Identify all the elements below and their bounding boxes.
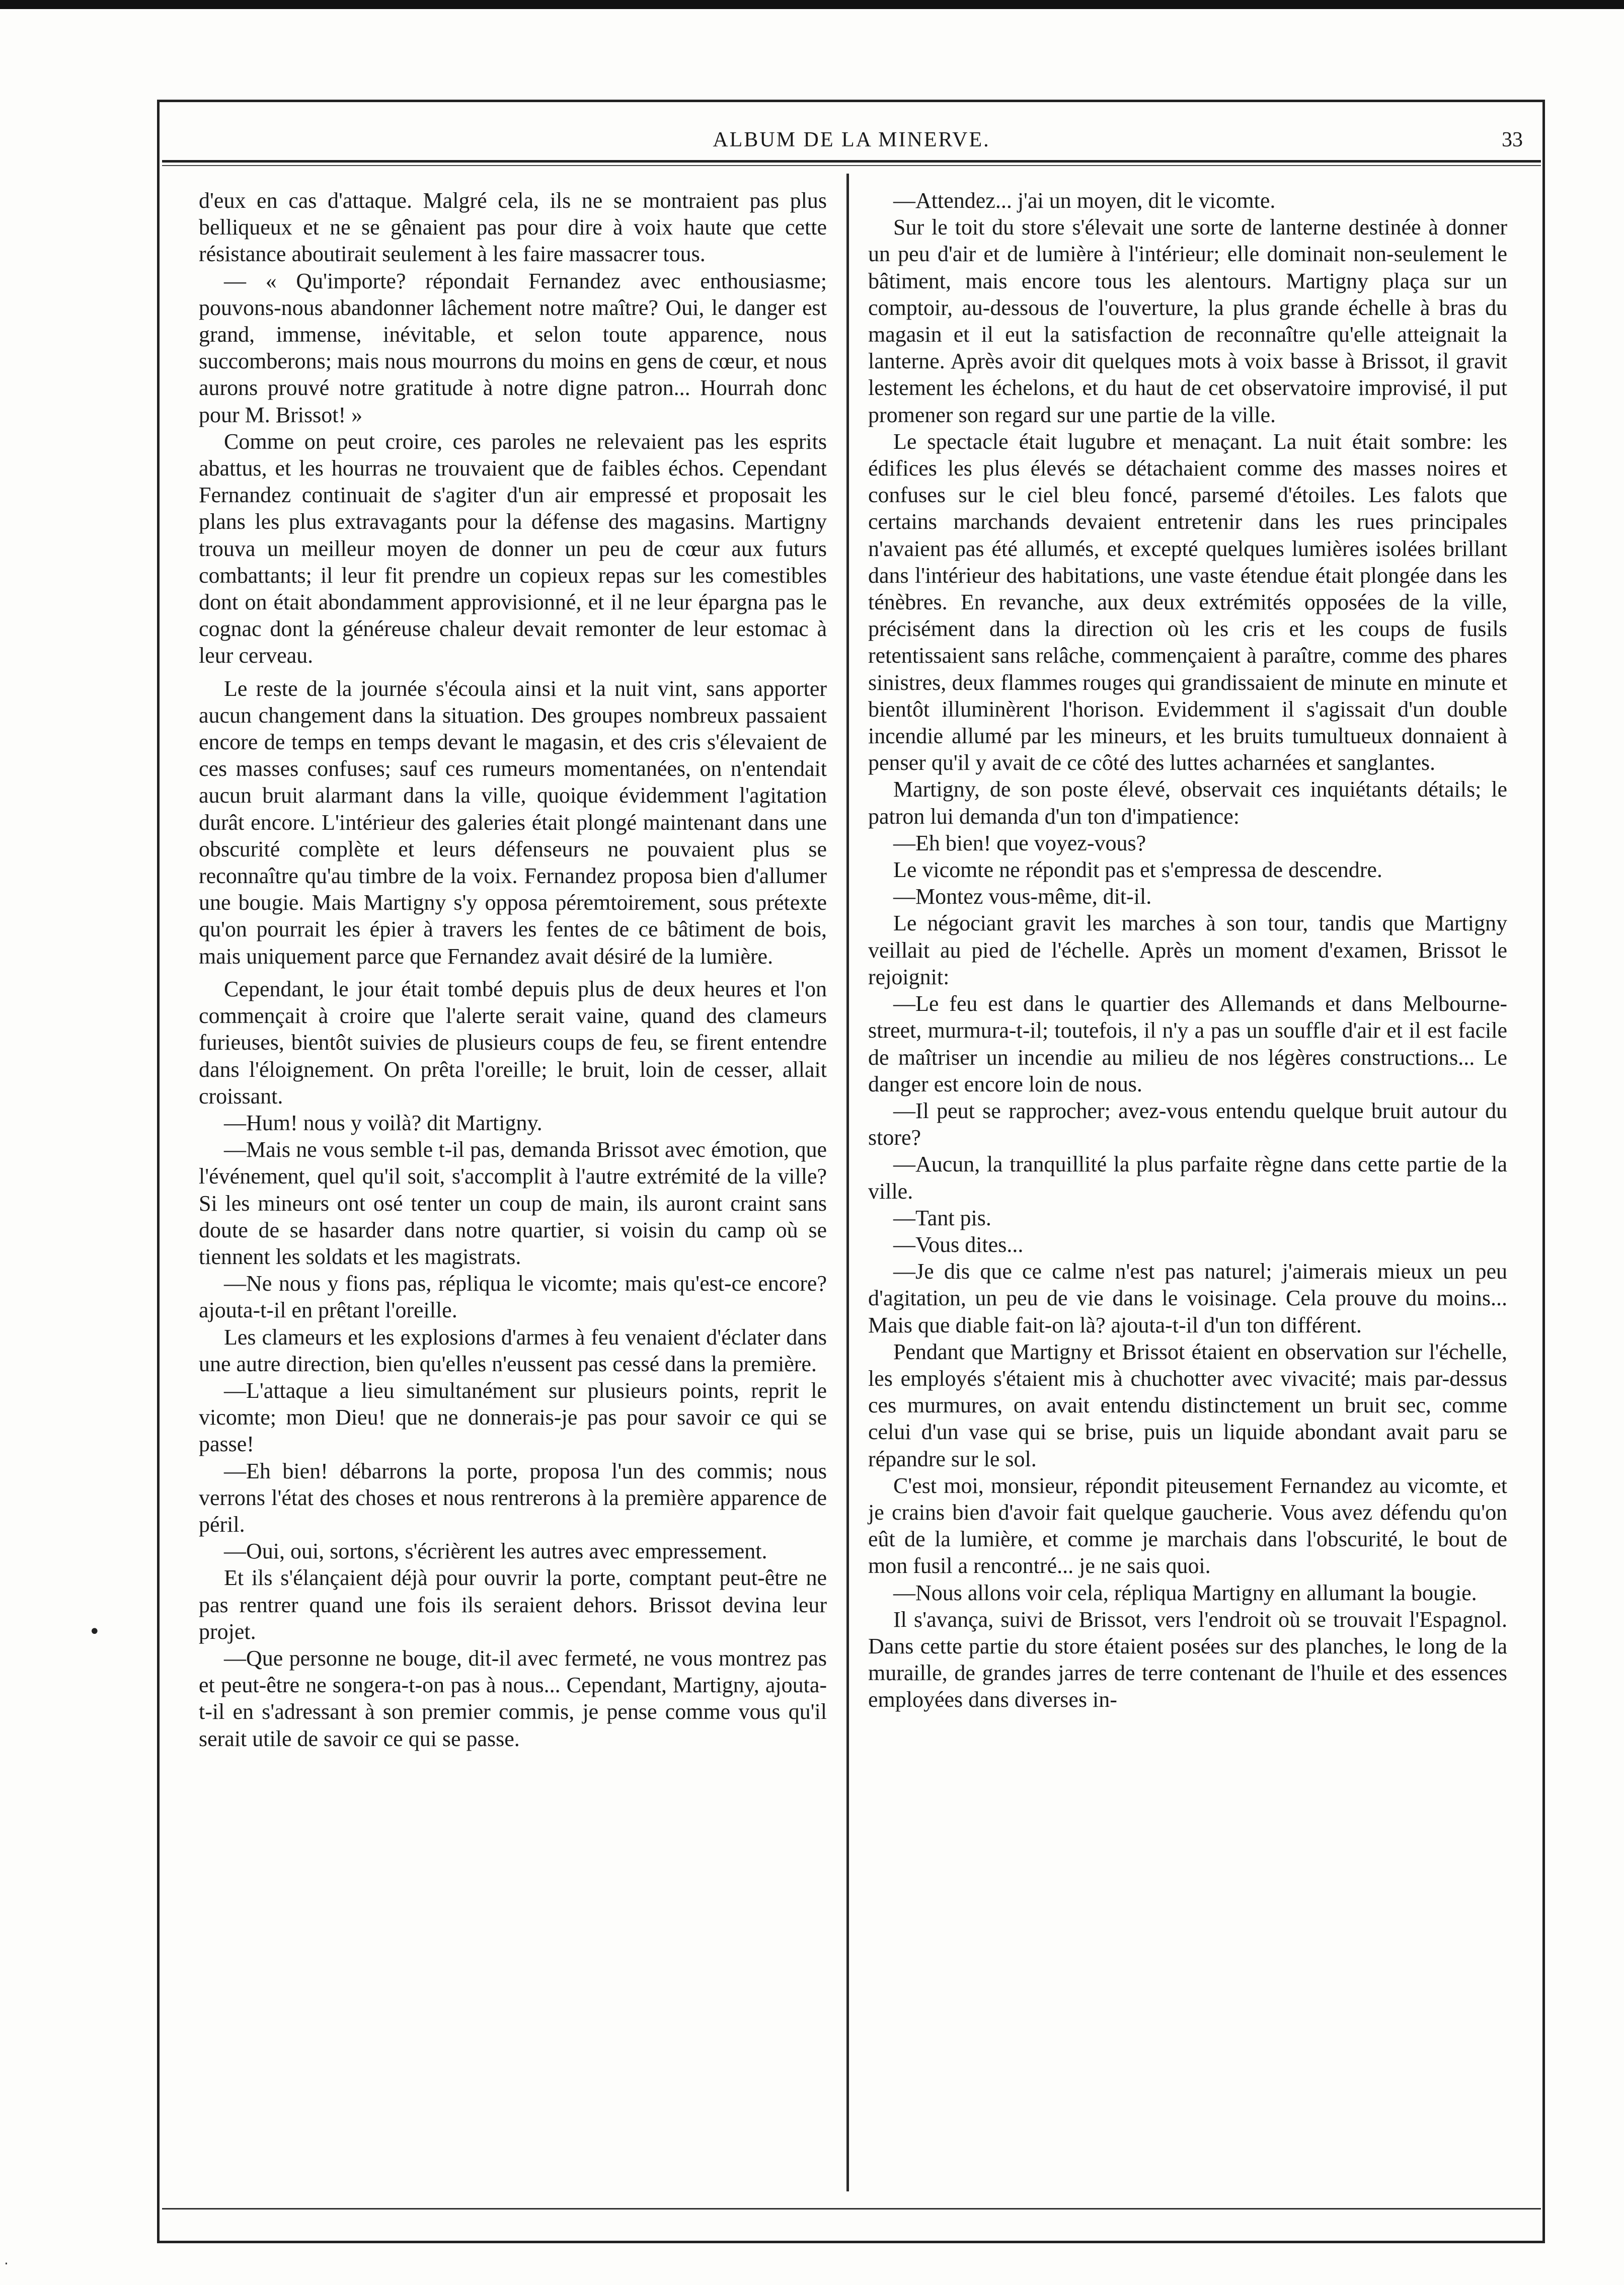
paragraph: —Mais ne vous semble t-il pas, demanda Brissot avec émotion, que l'événement, quel qu'il soit, s'accomplit à l'autre extrémité de la ville? Si les mineurs ont osé tenter un coup de main, ils auront craint sans doute de se hasarder dans notre quartier, si voisin du camp où se tiennent les soldats et les magistrats. (199, 1137, 827, 1269)
header-rule-thin (162, 165, 1541, 166)
page-number: 33 (1502, 128, 1523, 151)
paragraph: — « Qu'importe? répondait Fernandez avec enthousiasme; pouvons-nous abandonner lâchement notre maître? Oui, le danger est grand, immense, inévitable, et selon toute apparence, nous succomberons; mais nous mourrons du moins en gens de cœur, et nous aurons prouvé notre gratitude à notre digne patron... Hourrah donc pour M. Brissot! » (199, 268, 827, 427)
footer-rule (162, 2208, 1541, 2210)
paragraph: C'est moi, monsieur, répondit piteusement Fernandez au vicomte, et je crains bien d'avoir fait quelque gaucherie. Vous avez défendu qu'on eût de la lumière, et comme je marchais dans l'obscurité, le bout de mon fusil a rencontré... je ne sais quoi. (868, 1473, 1507, 1579)
paragraph: Le négociant gravit les marches à son tour, tandis que Martigny veillait au pied de l'échelle. Après un moment d'examen, Brissot le rejoignit: (868, 911, 1507, 989)
paragraph: —Montez vous-même, dit-il. (893, 884, 1152, 909)
paragraph: —Eh bien! que voyez-vous? (893, 830, 1146, 855)
paragraph: —Nous allons voir cela, répliqua Martigny en allumant la bougie. (893, 1580, 1477, 1605)
paragraph: Et ils s'élançaient déjà pour ouvrir la porte, comptant peut-être ne pas rentrer quand une fois ils seraient dehors. Brissot devina leur projet. (199, 1565, 827, 1644)
right-column (868, 187, 1507, 2195)
paragraph: —L'attaque a lieu simultanément sur plusieurs points, reprit le vicomte; mon Dieu! que ne donnerais-je pas pour savoir ce qui se passe! (199, 1378, 827, 1457)
header-rule (162, 160, 1541, 163)
paragraph: —Aucun, la tranquillité la plus parfaite règne dans cette partie de la ville. (868, 1152, 1507, 1204)
running-header (162, 125, 1541, 155)
paragraph: —Attendez... j'ai un moyen, dit le vicomte. (893, 188, 1276, 213)
paragraph: d'eux en cas d'attaque. Malgré cela, ils ne se montraient pas plus belliqueux et ne se gênaient pas pour dire à voix haute que cette résistance aboutirait seulement à les faire massacrer tous. (199, 188, 827, 267)
paragraph: —Eh bien! débarrons la porte, proposa l'un des commis; nous verrons l'état des choses et nous rentrerons à la première apparence de péril. (199, 1458, 827, 1537)
paragraph: —Tant pis. (893, 1205, 991, 1230)
paragraph: —Que personne ne bouge, dit-il avec fermeté, ne vous montrez pas et peut-être ne songera-t-on pas à nous... Cependant, Martigny, ajouta-t-il en s'adressant à son premier commis, je pense comme vous qu'il serait utile de savoir ce qui se passe. (199, 1645, 827, 1751)
publication-title: ALBUM DE LA MINERVE. (713, 128, 990, 151)
left-column (199, 187, 827, 2195)
paragraph: Il s'avança, suivi de Brissot, vers l'endroit où se trouvait l'Espagnol. Dans cette partie du store étaient posées sur des planches, le long de la muraille, de grandes jarres de terre contenant de l'huile et des essences employées dans diverses in- (868, 1607, 1507, 1712)
scan-top-edge (0, 0, 1624, 9)
paragraph: Comme on peut croire, ces paroles ne relevaient pas les esprits abattus, et les hourras ne trouvaient que de faibles échos. Cependant Fernandez continuait de s'agiter d'un air empressé et proposait les plans les plus extravagants pour la défense des magasins. Martigny trouva un meilleur moyen de donner un peu de cœur aux futurs combattants; il leur fit prendre un copieux repas sur les comestibles dont on était abondamment approvisionné, et il ne leur épargna pas le cognac dont la généreuse chaleur devait remonter de leur estomac à leur cerveau. (199, 429, 827, 668)
paragraph: Sur le toit du store s'élevait une sorte de lanterne destinée à donner un peu d'air et de lumière à l'intérieur; elle dominait non-seulement le bâtiment, mais encore tous les alentours. Martigny plaça sur un comptoir, au-dessous de l'ouverture, la plus grande échelle à bras du magasin et il eut la satisfaction de reconnaître qu'elle atteignait la lanterne. Après avoir dit quelques mots à voix basse à Brissot, il gravit lestement les échelons, et du haut de cet observatoire improvisé, il put promener son regard sur une partie de la ville. (868, 215, 1507, 427)
paragraph: —Ne nous y fions pas, répliqua le vicomte; mais qu'est-ce encore? ajouta-t-il en prêtant l'oreille. (199, 1271, 827, 1323)
paragraph: Le spectacle était lugubre et menaçant. La nuit était sombre: les édifices les plus élevés se détachaient comme des masses noires et confuses sur le ciel bleu foncé, parsemé d'étoiles. Les falots que certains marchands devaient entretenir dans les rues principales n'avaient pas été allumés, et excepté quelques lumières isolées brillant dans l'intérieur des habitations, une vaste étendue était plongée dans les ténèbres. En revanche, aux deux extrémités opposées de la ville, précisément dans la direction où les cris et les coups de fusils retentissaient sans relâche, commençaient à paraître, comme des phares sinistres, deux flammes rouges qui grandissaient de minute en minute et bientôt illuminèrent l'horison. Evidemment il s'agissait d'un double incendie allumé par les mineurs, et les bruits tumultueux donnaient à penser qu'il y avait de ce côté des luttes acharnées et sanglantes. (868, 429, 1507, 775)
paragraph: Le vicomte ne répondit pas et s'empressa de descendre. (893, 857, 1382, 883)
paragraph: —Hum! nous y voilà? dit Martigny. (224, 1110, 543, 1135)
paragraph: —Il peut se rapprocher; avez-vous entendu quelque bruit autour du store? (868, 1098, 1507, 1150)
margin-bullet-mark: • (89, 1620, 101, 1643)
scan-edge-mark: · (4, 2255, 9, 2272)
paragraph: Cependant, le jour était tombé depuis plus de deux heures et l'on commençait à croire que l'alerte serait vaine, quand des clameurs furieuses, bientôt suivies de plusieurs coups de feu, se firent entendre dans l'éloignement. On prêta l'oreille; le bruit, loin de cesser, allait croissant. (199, 976, 827, 1109)
column-divider (846, 174, 849, 2191)
paragraph: Pendant que Martigny et Brissot étaient en observation sur l'échelle, les employés s'étaient mis à chuchotter avec vivacité; mais par-dessus ces murmures, on avait entendu distinctement un bruit sec, comme celui d'un vase qui se brise, puis un liquide abondant avait paru se répandre sur le sol. (868, 1339, 1507, 1471)
paragraph: —Vous dites... (893, 1232, 1024, 1257)
paragraph: —Le feu est dans le quartier des Allemands et dans Melbourne-street, murmura-t-il; toutefois, il n'y a pas un souffle d'air et il est facile de maîtriser un incendie au milieu de nos légères constructions... Le danger est encore loin de nous. (868, 991, 1507, 1096)
paragraph: Les clameurs et les explosions d'armes à feu venaient d'éclater dans une autre direction, bien qu'elles n'eussent pas cessé dans la première. (199, 1324, 827, 1376)
paragraph: —Oui, oui, sortons, s'écrièrent les autres avec empressement. (224, 1539, 767, 1564)
paragraph: —Je dis que ce calme n'est pas naturel; j'aimerais mieux un peu d'agitation, un peu de vie dans le voisinage. Cela prouve du moins... Mais que diable fait-on là? ajouta-t-il d'un ton différent. (868, 1259, 1507, 1337)
paragraph: Martigny, de son poste élevé, observait ces inquiétants détails; le patron lui demanda d'un ton d'impatience: (868, 777, 1507, 829)
paragraph: Le reste de la journée s'écoula ainsi et la nuit vint, sans apporter aucun changement dans la situation. Des groupes nombreux passaient encore de temps en temps devant le magasin, et des cris s'élevaient de ces masses confuses; sauf ces rumeurs momentanées, on n'entendait aucun bruit alarmant dans la ville, quoique évidemment l'agitation durât encore. L'intérieur des galeries était plongé maintenant dans une obscurité complète et leurs défenseurs ne pouvaient plus se reconnaître qu'au timbre de la voix. Fernandez proposa bien d'allumer une bougie. Mais Martigny s'y opposa péremtoirement, sous prétexte qu'on pourrait les épier à travers les fentes de ce bâtiment de bois, mais uniquement parce que Fernandez avait désiré de la lumière. (199, 676, 827, 969)
